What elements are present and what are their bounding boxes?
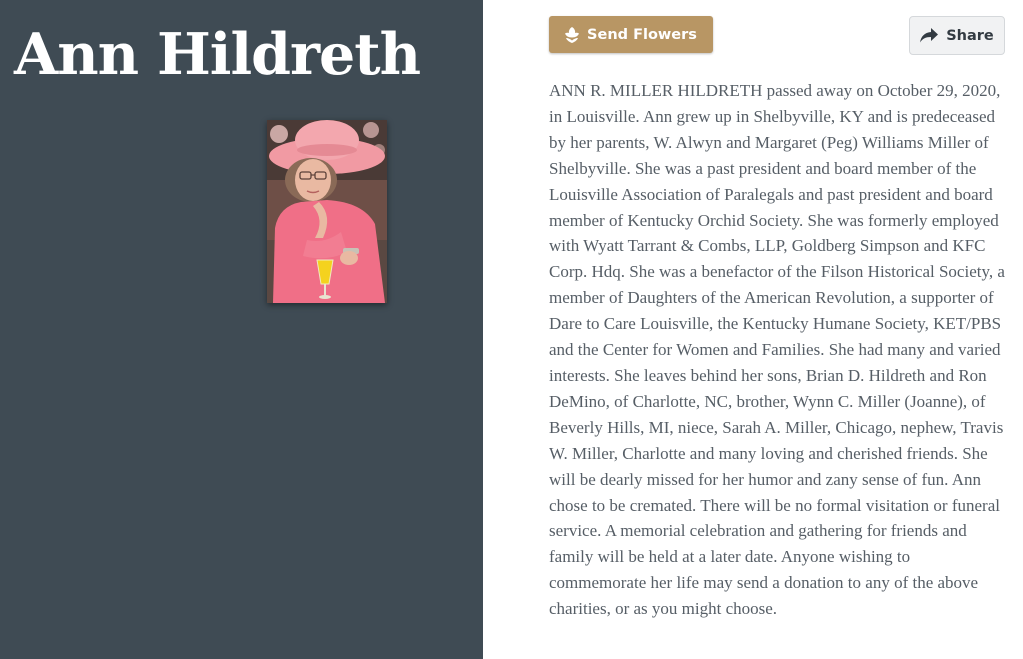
page-title: Ann Hildreth (14, 21, 421, 88)
share-label: Share (946, 27, 994, 44)
obituary-text: ANN R. MILLER HILDRETH passed away on October 29, 2020, in Louisville. Ann grew up in Shelbyville, KY and is predeceased by her parents, W. Alwyn and Margaret (Peg) Williams Miller of Shelbyville. She was a past president and board member of the Louisville Association of Paralegals and past president and board member of Kentucky Orchid Society. She was formerly employed with Wyatt Tarrant & Combs, LLP, Goldberg Simpson and KFC Corp. Hdq. She was a benefactor of the Filson Historical Society, a member of Daughters of the American Revolution, a supporter of Dare to Care Louisville, the Kentucky Humane Society, KET/PBS and the Center for Women and Families. She had many and varied interests. She leaves behind her sons, Brian D. Hildreth and Ron DeMino, of Charlotte, NC, brother, Wynn C. Miller (Joanne), of Beverly Hills, MI, niece, Sarah A. Miller, Chicago, nephew, Travis W. Miller, Charlotte and many loving and cherished friends. She will be dearly missed for her humor and zany sense of fun. Ann chose to be cremated. There will be no formal visitation or funeral service. A memorial celebration and gathering for friends and family will be held at a later date. Anyone wishing to commemorate her life may send a donation to any of the above charities, or as you might choose. (549, 81, 1005, 619)
share-arrow-icon (920, 28, 938, 43)
send-flowers-button[interactable] (549, 16, 713, 53)
flower-icon (565, 27, 579, 43)
share-button[interactable] (909, 16, 1005, 55)
send-flowers-label: Send Flowers (587, 26, 697, 43)
hero-panel (0, 0, 483, 659)
portrait-photo (267, 120, 387, 303)
